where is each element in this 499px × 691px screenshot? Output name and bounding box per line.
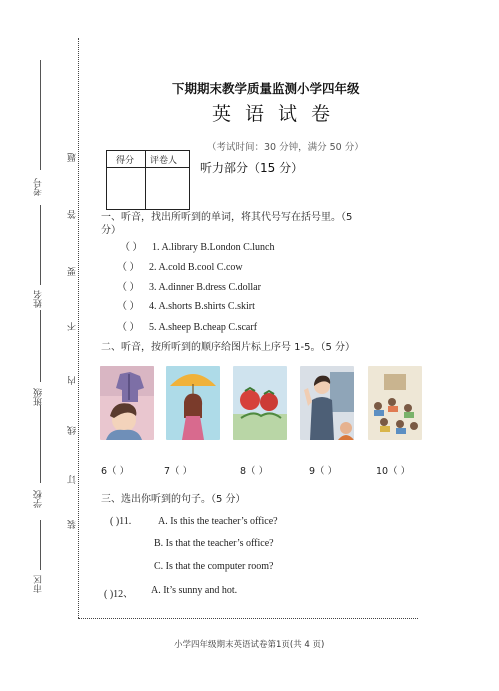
question-4: （ ） 4. A.shorts B.shirts C.skirt	[117, 297, 255, 312]
question-3: （ ） 3. A.dinner B.dress C.dollar	[117, 278, 261, 293]
subject-title: 英语试卷	[212, 103, 345, 125]
question-2: （ ） 2. A.cold B.cool C.cow	[117, 258, 243, 273]
umbrella-girl-picture	[166, 366, 220, 440]
seal-char: 不	[68, 322, 78, 331]
question-11-paren[interactable]: ( )11.	[110, 516, 132, 527]
margin-label-exam-number: 考号	[34, 178, 44, 196]
exam-title: 下期期末教学质量监测小学四年级	[172, 81, 360, 96]
seal-char: 线	[68, 426, 78, 435]
question-12-option-a: A. It’s sunny and hot.	[151, 585, 238, 596]
section2-title: 二、听音，按所听到的顺序给图片标上序号 1-5。（5 分）	[101, 342, 356, 353]
classroom-picture	[368, 366, 422, 440]
seal-char: 答	[68, 210, 78, 219]
answer-paren[interactable]: （ ）	[117, 301, 140, 312]
question-11-option-c: C. Is that the computer room?	[154, 561, 274, 572]
page-footer: 小学四年级期末英语试卷第1页(共 4 页)	[174, 640, 325, 650]
picture-number-10[interactable]: 10（ ）	[376, 466, 411, 477]
seal-char: 订	[68, 475, 78, 484]
exam-info: （考试时间：30 分钟，满分 50 分）	[207, 142, 364, 153]
bottom-dotted-line	[78, 618, 418, 619]
margin-label-district: 市区	[34, 575, 44, 593]
margin-label-class: 班级	[34, 388, 44, 406]
tomatoes-picture	[233, 366, 287, 440]
school-field[interactable]	[40, 405, 41, 483]
seal-char: 装	[68, 520, 78, 529]
picture-number-9[interactable]: 9（ ）	[309, 466, 338, 477]
answer-paren[interactable]: （ ）	[117, 262, 140, 273]
seal-char: 题	[68, 153, 78, 162]
section3-title: 三、选出你听到的句子。（5 分）	[101, 494, 246, 505]
answer-paren[interactable]: （ ）	[117, 322, 140, 333]
listening-section-title: 听力部分（15 分）	[200, 161, 304, 175]
teacher-picture	[300, 366, 354, 440]
question-11-option-a: A. Is this the teacher’s office?	[158, 516, 278, 527]
seal-char: 要	[68, 267, 78, 276]
question-11-option-b: B. Is that the teacher’s office?	[154, 538, 274, 549]
grader-header: 评卷人	[150, 156, 178, 166]
picture-number-6[interactable]: 6（ ）	[101, 466, 130, 477]
answer-paren[interactable]: （ ）	[117, 282, 140, 293]
question-1: （ ） 1. A.library B.London C.lunch	[120, 238, 275, 253]
margin-label-name: 姓名	[34, 290, 44, 308]
score-cell[interactable]	[107, 168, 145, 209]
answer-paren[interactable]: （ ）	[120, 242, 143, 253]
picture-number-8[interactable]: 8（ ）	[240, 466, 269, 477]
section1-title: 一、听音，找出所听到的单词，将其代号写在括号里。（5	[101, 212, 353, 223]
district-field[interactable]	[40, 520, 41, 570]
margin-label-school: 学校	[34, 490, 44, 508]
section1-title-cont: 分）	[101, 225, 121, 236]
class-field[interactable]	[40, 310, 41, 382]
question-5: （ ） 5. A.sheep B.cheap C.scarf	[117, 318, 257, 333]
exam-number-field[interactable]	[40, 60, 41, 170]
name-field[interactable]	[40, 205, 41, 285]
picture-number-7[interactable]: 7（ ）	[164, 466, 193, 477]
score-header: 得分	[116, 156, 135, 166]
question-12-paren[interactable]: ( )12、	[104, 589, 134, 600]
grader-cell[interactable]	[146, 168, 189, 209]
shirt-picture	[100, 366, 154, 440]
seal-char: 内	[68, 376, 78, 385]
score-table	[106, 150, 190, 210]
